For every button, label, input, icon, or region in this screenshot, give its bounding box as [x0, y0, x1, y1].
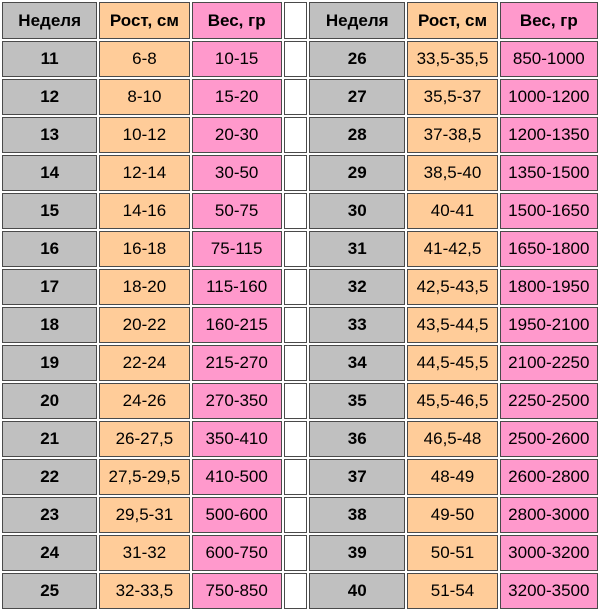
table-row: [2, 307, 598, 343]
height-cell-left: 8-10: [99, 79, 189, 115]
week-cell-right: 37: [309, 459, 405, 495]
column-gap-cell: [284, 459, 307, 495]
week-cell-right: 31: [309, 231, 405, 267]
height-cell-left: 16-18: [99, 231, 189, 267]
height-cell-left: 29,5-31: [99, 497, 189, 533]
height-cell-right: 37-38,5: [407, 117, 497, 153]
table-row: [2, 117, 598, 153]
week-cell-left: 15: [2, 193, 97, 229]
weight-cell-right: 1800-1950: [500, 269, 598, 305]
weight-cell-right: 850-1000: [500, 41, 598, 77]
column-gap-cell: [284, 231, 307, 267]
column-gap-cell: [284, 41, 307, 77]
height-cell-right: 38,5-40: [407, 155, 497, 191]
column-gap-cell: [284, 345, 307, 381]
height-cell-left: 14-16: [99, 193, 189, 229]
week-cell-left: 16: [2, 231, 97, 267]
weight-cell-left: 30-50: [192, 155, 282, 191]
header-weight-right: Вес, гр: [500, 2, 598, 39]
week-cell-left: 21: [2, 421, 97, 457]
height-cell-right: 50-51: [407, 535, 497, 571]
table-row: [2, 41, 598, 77]
table-row: [2, 231, 598, 267]
week-cell-left: 13: [2, 117, 97, 153]
week-cell-left: 25: [2, 573, 97, 609]
weight-cell-right: 2600-2800: [500, 459, 598, 495]
week-cell-right: 32: [309, 269, 405, 305]
header-row: [2, 2, 598, 39]
weight-cell-right: 3200-3500: [500, 573, 598, 609]
height-cell-left: 32-33,5: [99, 573, 189, 609]
week-cell-right: 26: [309, 41, 405, 77]
week-cell-right: 36: [309, 421, 405, 457]
week-cell-left: 22: [2, 459, 97, 495]
weight-cell-right: 2500-2600: [500, 421, 598, 457]
week-cell-right: 40: [309, 573, 405, 609]
table-row: [2, 345, 598, 381]
height-cell-right: 44,5-45,5: [407, 345, 497, 381]
week-cell-right: 29: [309, 155, 405, 191]
height-cell-right: 45,5-46,5: [407, 383, 497, 419]
header-height-right: Рост, см: [407, 2, 497, 39]
weight-cell-left: 270-350: [192, 383, 282, 419]
weight-cell-left: 75-115: [192, 231, 282, 267]
weight-cell-left: 115-160: [192, 269, 282, 305]
week-cell-left: 19: [2, 345, 97, 381]
column-gap-cell: [284, 383, 307, 419]
weight-cell-right: 1200-1350: [500, 117, 598, 153]
height-cell-left: 10-12: [99, 117, 189, 153]
weight-cell-right: 1650-1800: [500, 231, 598, 267]
table-row: [2, 421, 598, 457]
header-height-left: Рост, см: [99, 2, 189, 39]
column-gap-cell: [284, 497, 307, 533]
column-gap-cell: [284, 573, 307, 609]
week-cell-left: 24: [2, 535, 97, 571]
column-gap: [284, 2, 307, 39]
weight-cell-left: 350-410: [192, 421, 282, 457]
week-cell-right: 35: [309, 383, 405, 419]
week-cell-left: 17: [2, 269, 97, 305]
week-cell-left: 18: [2, 307, 97, 343]
height-cell-left: 31-32: [99, 535, 189, 571]
header-weight-left: Вес, гр: [192, 2, 282, 39]
week-cell-left: 12: [2, 79, 97, 115]
weight-cell-right: 2100-2250: [500, 345, 598, 381]
height-cell-left: 22-24: [99, 345, 189, 381]
height-cell-right: 49-50: [407, 497, 497, 533]
column-gap-cell: [284, 307, 307, 343]
table-row: [2, 383, 598, 419]
table-row: [2, 573, 598, 609]
weight-cell-right: 3000-3200: [500, 535, 598, 571]
weight-cell-left: 20-30: [192, 117, 282, 153]
week-cell-right: 38: [309, 497, 405, 533]
weight-cell-right: 1000-1200: [500, 79, 598, 115]
weight-cell-right: 2800-3000: [500, 497, 598, 533]
week-cell-right: 33: [309, 307, 405, 343]
table-row: [2, 459, 598, 495]
weight-cell-left: 750-850: [192, 573, 282, 609]
height-cell-right: 48-49: [407, 459, 497, 495]
height-cell-left: 27,5-29,5: [99, 459, 189, 495]
table-row: [2, 269, 598, 305]
column-gap-cell: [284, 269, 307, 305]
weight-cell-left: 15-20: [192, 79, 282, 115]
table-row: [2, 535, 598, 571]
week-cell-left: 11: [2, 41, 97, 77]
height-cell-right: 35,5-37: [407, 79, 497, 115]
weight-cell-left: 160-215: [192, 307, 282, 343]
week-cell-left: 20: [2, 383, 97, 419]
header-week-right: Неделя: [309, 2, 405, 39]
height-cell-right: 46,5-48: [407, 421, 497, 457]
weight-cell-left: 600-750: [192, 535, 282, 571]
table-row: [2, 155, 598, 191]
height-cell-left: 24-26: [99, 383, 189, 419]
weight-cell-right: 1950-2100: [500, 307, 598, 343]
column-gap-cell: [284, 535, 307, 571]
week-cell-right: 27: [309, 79, 405, 115]
height-cell-right: 51-54: [407, 573, 497, 609]
column-gap-cell: [284, 117, 307, 153]
height-cell-left: 26-27,5: [99, 421, 189, 457]
column-gap-cell: [284, 421, 307, 457]
height-cell-left: 18-20: [99, 269, 189, 305]
column-gap-cell: [284, 155, 307, 191]
height-cell-right: 43,5-44,5: [407, 307, 497, 343]
table-row: [2, 79, 598, 115]
table-body: [2, 41, 598, 609]
weight-cell-left: 215-270: [192, 345, 282, 381]
column-gap-cell: [284, 79, 307, 115]
week-cell-left: 23: [2, 497, 97, 533]
week-cell-left: 14: [2, 155, 97, 191]
weight-cell-right: 1500-1650: [500, 193, 598, 229]
weight-cell-right: 1350-1500: [500, 155, 598, 191]
height-cell-left: 6-8: [99, 41, 189, 77]
weight-cell-left: 50-75: [192, 193, 282, 229]
week-cell-right: 30: [309, 193, 405, 229]
table-row: [2, 193, 598, 229]
column-gap-cell: [284, 193, 307, 229]
weight-cell-left: 500-600: [192, 497, 282, 533]
height-cell-right: 41-42,5: [407, 231, 497, 267]
weight-cell-right: 2250-2500: [500, 383, 598, 419]
height-cell-right: 42,5-43,5: [407, 269, 497, 305]
weight-cell-left: 410-500: [192, 459, 282, 495]
week-cell-right: 28: [309, 117, 405, 153]
height-cell-left: 20-22: [99, 307, 189, 343]
height-cell-right: 40-41: [407, 193, 497, 229]
header-week-left: Неделя: [2, 2, 97, 39]
height-cell-right: 33,5-35,5: [407, 41, 497, 77]
height-cell-left: 12-14: [99, 155, 189, 191]
table-row: [2, 497, 598, 533]
week-cell-right: 39: [309, 535, 405, 571]
week-cell-right: 34: [309, 345, 405, 381]
weight-cell-left: 10-15: [192, 41, 282, 77]
